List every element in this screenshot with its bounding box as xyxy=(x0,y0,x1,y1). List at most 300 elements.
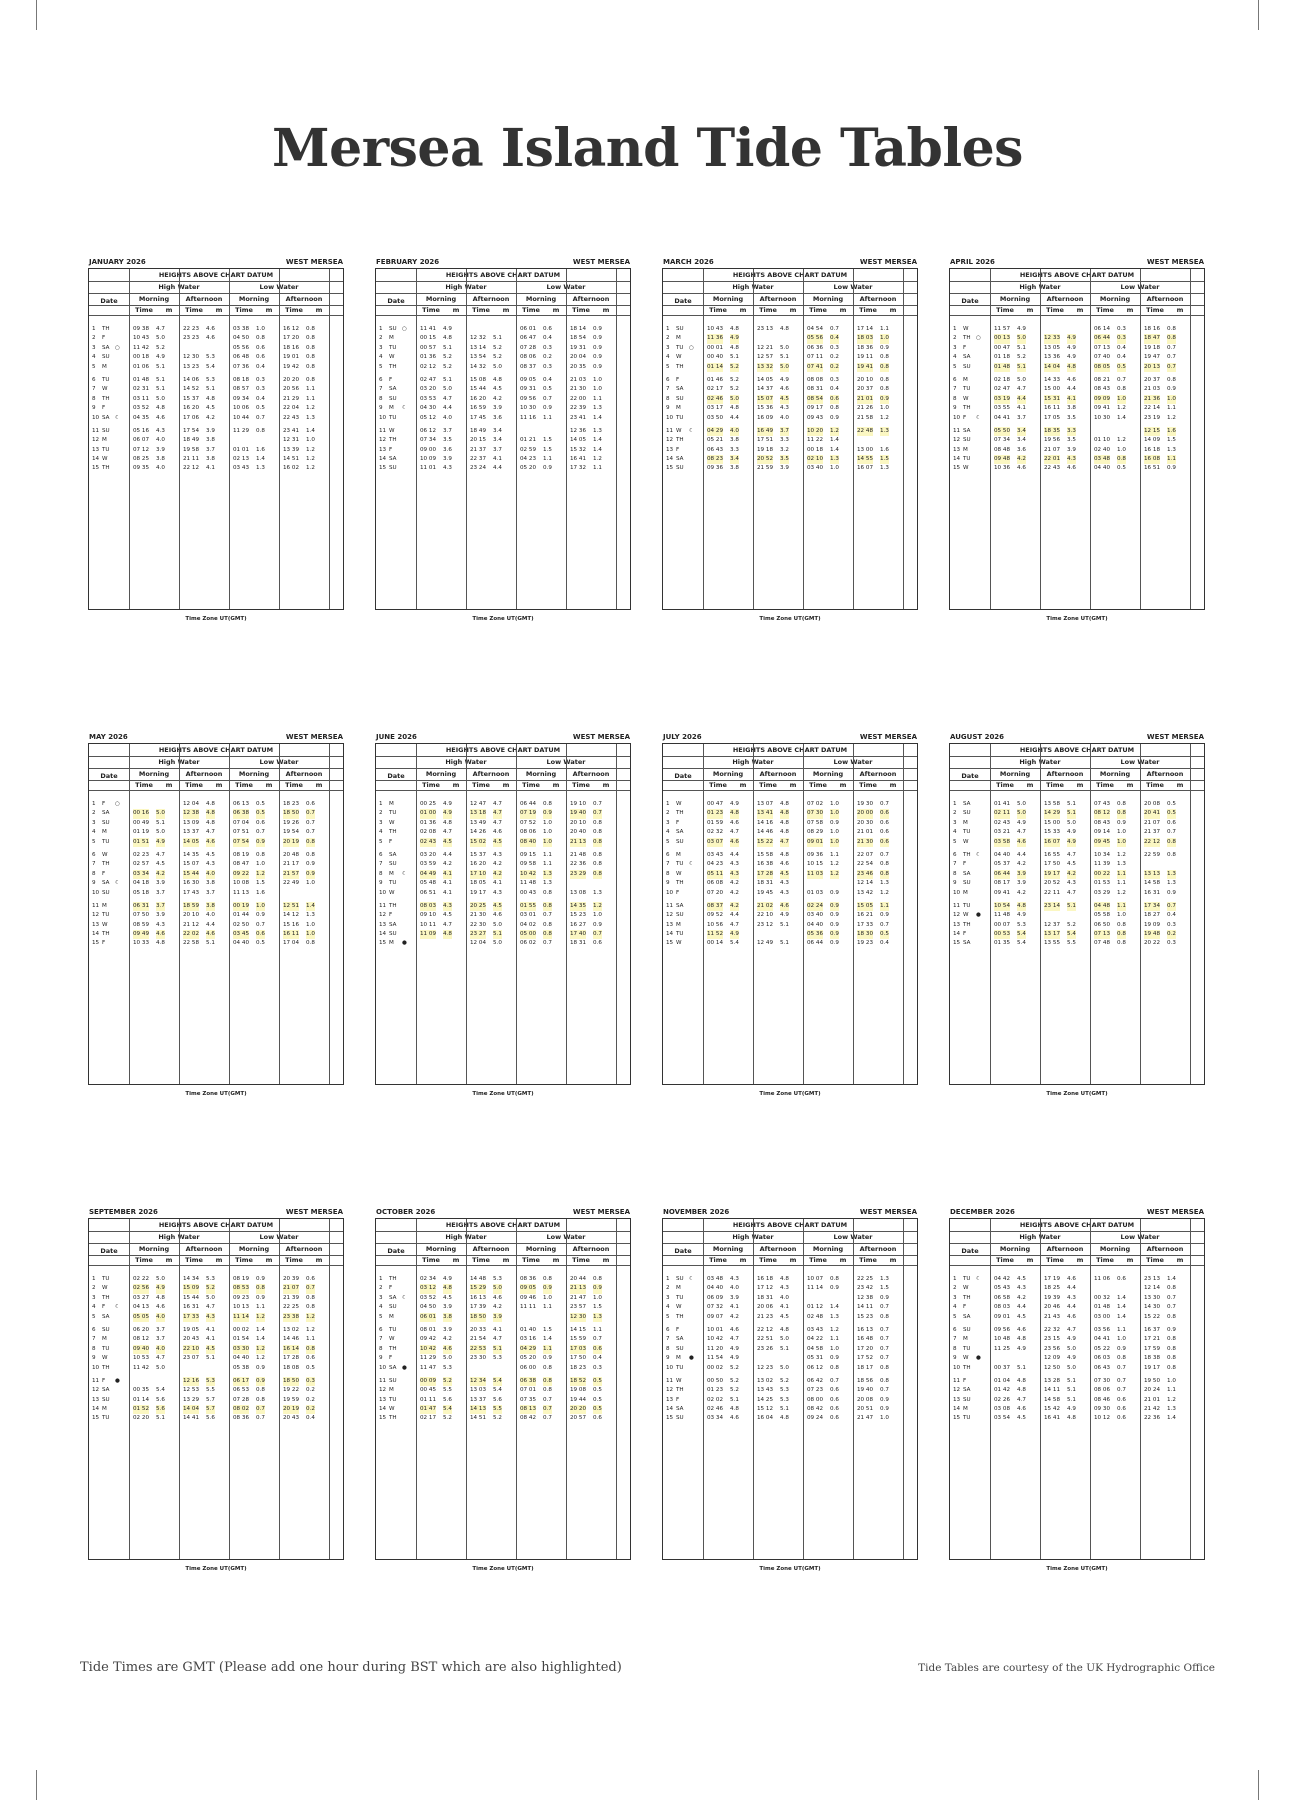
day-of-week: SU xyxy=(102,427,110,434)
hw-afternoon-height: 4.1 xyxy=(493,456,502,463)
metres-heading: m xyxy=(839,306,847,314)
session-heading: Morning xyxy=(999,1245,1031,1253)
day-of-week: F xyxy=(676,819,680,826)
day-number: 5 xyxy=(666,363,670,370)
lw-afternoon-time: 21 48 xyxy=(570,851,587,858)
hw-morning-height: 3.9 xyxy=(156,912,165,919)
hw-morning-height: 5.2 xyxy=(730,363,739,372)
hw-morning-height: 4.9 xyxy=(443,809,452,818)
hw-afternoon-time: 15 37 xyxy=(183,395,200,402)
lw-afternoon-time: 21 03 xyxy=(570,376,587,383)
moon-phase: ☾ xyxy=(976,414,982,421)
tide-row xyxy=(950,860,1204,869)
lw-morning-height: 0.4 xyxy=(1117,344,1126,351)
hw-afternoon-time: 14 51 xyxy=(470,1415,487,1422)
hw-afternoon-time: 22 30 xyxy=(470,921,487,928)
lw-afternoon-height: 0.8 xyxy=(306,335,315,342)
session-heading: Afternoon xyxy=(859,295,897,303)
lw-morning-time: 10 20 xyxy=(807,427,823,436)
lw-afternoon-height: 0.7 xyxy=(880,1326,889,1333)
lw-afternoon-time: 20 10 xyxy=(857,376,874,383)
hw-afternoon-time: 13 05 xyxy=(1044,344,1061,351)
metres-heading: m xyxy=(552,306,560,314)
hw-morning-time: 05 12 xyxy=(420,414,437,421)
tide-row xyxy=(950,334,1204,343)
hw-morning-height: 4.0 xyxy=(156,465,165,472)
day-number: 9 xyxy=(92,405,96,412)
lw-afternoon-height: 1.2 xyxy=(593,902,602,911)
hw-afternoon-height: 5.4 xyxy=(493,1377,502,1386)
lw-afternoon-height: 0.7 xyxy=(880,801,889,807)
lw-morning-time: 05 58 xyxy=(1094,912,1111,919)
metres-heading: m xyxy=(315,781,323,789)
day-of-week: TU xyxy=(389,1326,397,1333)
rule xyxy=(89,1231,343,1232)
hw-morning-height: 4.9 xyxy=(156,1284,165,1293)
hw-afternoon-time: 20 46 xyxy=(1044,1304,1061,1311)
day-number: 11 xyxy=(379,902,387,909)
day-number: 10 xyxy=(92,1364,100,1371)
hw-afternoon-time: 18 49 xyxy=(183,437,200,444)
lw-afternoon-height: 1.3 xyxy=(880,1276,889,1282)
hw-morning-height: 4.1 xyxy=(1017,405,1026,412)
location-label: WEST MERSEA xyxy=(1146,258,1204,266)
hw-morning-time: 00 49 xyxy=(133,819,150,826)
metres-heading: m xyxy=(602,781,610,789)
lw-morning-height: 0.8 xyxy=(256,335,265,342)
time-heading: Time xyxy=(285,306,303,314)
day-of-week: SU xyxy=(676,465,684,472)
hw-morning-height: 3.3 xyxy=(730,446,739,453)
timezone-note: Time Zone UT(GMT) xyxy=(759,1566,821,1572)
metres-heading: m xyxy=(315,306,323,314)
tide-row xyxy=(89,1284,343,1293)
hw-morning-height: 5.4 xyxy=(1017,940,1026,947)
day-number: 12 xyxy=(379,437,387,444)
hw-afternoon-height: 3.5 xyxy=(1067,437,1076,444)
hw-afternoon-time: 22 53 xyxy=(470,1345,486,1354)
day-of-week: F xyxy=(963,344,967,351)
hw-afternoon-time: 15 07 xyxy=(183,861,200,868)
day-of-week: SA xyxy=(102,1313,110,1320)
lw-afternoon-height: 0.4 xyxy=(593,1355,602,1362)
lw-afternoon-height: 1.0 xyxy=(306,921,315,928)
lw-morning-time: 06 50 xyxy=(1094,921,1111,928)
lw-afternoon-time: 16 27 xyxy=(570,921,587,928)
lw-morning-height: 1.4 xyxy=(256,1336,265,1343)
hw-afternoon-height: 5.1 xyxy=(493,335,502,342)
lw-afternoon-time: 21 17 xyxy=(283,861,300,868)
lw-afternoon-height: 1.2 xyxy=(306,405,315,412)
day-number: 2 xyxy=(666,1285,670,1292)
hw-morning-time: 01 48 xyxy=(133,376,150,383)
tide-row xyxy=(663,1405,917,1414)
day-of-week: TH xyxy=(963,335,971,342)
hw-morning-height: 4.6 xyxy=(1017,1326,1026,1333)
hw-morning-time: 08 23 xyxy=(707,455,723,464)
lw-afternoon-height: 0.9 xyxy=(306,861,315,868)
lw-afternoon-height: 0.8 xyxy=(593,861,602,868)
lw-morning-time: 04 40 xyxy=(807,921,824,928)
tide-rows xyxy=(950,1275,1204,1424)
lw-morning-time: 08 54 xyxy=(807,395,823,404)
lw-afternoon-time: 17 20 xyxy=(283,335,300,342)
hw-morning-time: 03 08 xyxy=(994,1406,1011,1413)
lw-afternoon-time: 20 35 xyxy=(570,363,587,370)
lw-morning-height: 0.8 xyxy=(543,902,552,911)
lw-morning-time: 08 40 xyxy=(520,838,536,847)
hw-afternoon-height: 5.0 xyxy=(1067,1364,1076,1371)
lw-afternoon-height: 1.0 xyxy=(593,386,602,393)
lw-morning-height: 0.2 xyxy=(830,363,839,372)
day-of-week: W xyxy=(963,838,969,845)
hw-afternoon-height: 4.5 xyxy=(206,1345,215,1354)
high-water-heading: High Water xyxy=(1019,1233,1061,1241)
day-of-week: TH xyxy=(102,465,110,472)
hw-afternoon-time: 15 07 xyxy=(757,395,773,404)
lw-afternoon-height: 1.0 xyxy=(593,376,602,383)
hw-morning-height: 4.4 xyxy=(1017,395,1026,404)
hw-afternoon-height: 4.7 xyxy=(1067,851,1076,858)
lw-morning-height: 0.5 xyxy=(256,809,265,818)
month-table xyxy=(662,733,918,1105)
day-of-week: SA xyxy=(102,880,110,887)
hw-morning-time: 00 25 xyxy=(420,801,437,807)
tide-row xyxy=(89,1345,343,1354)
lw-afternoon-height: 0.9 xyxy=(593,921,602,928)
day-number: 8 xyxy=(953,870,957,877)
lw-afternoon-height: 1.0 xyxy=(880,405,889,412)
datum-heading: HEIGHTS ABOVE CHART DATUM xyxy=(158,746,274,754)
day-of-week: F xyxy=(676,889,680,896)
lw-afternoon-height: 0.8 xyxy=(880,861,889,868)
lw-afternoon-height: 1.1 xyxy=(593,395,602,402)
lw-morning-time: 05 38 xyxy=(233,1364,250,1371)
tide-row xyxy=(663,436,917,445)
hw-morning-time: 08 48 xyxy=(994,446,1011,453)
time-heading: Time xyxy=(996,306,1014,314)
day-of-week: SA xyxy=(676,829,684,836)
lw-morning-height: 1.3 xyxy=(543,870,552,879)
day-of-week: TU xyxy=(963,902,971,909)
location-label: WEST MERSEA xyxy=(1146,1208,1204,1216)
hw-morning-height: 5.2 xyxy=(443,363,452,370)
lw-morning-height: 1.2 xyxy=(830,427,839,436)
hw-morning-height: 5.0 xyxy=(156,809,165,818)
day-of-week: TH xyxy=(963,851,971,858)
tide-row xyxy=(89,889,343,898)
hw-morning-time: 02 43 xyxy=(994,819,1011,826)
hw-morning-time: 05 37 xyxy=(994,861,1011,868)
hw-afternoon-time: 14 48 xyxy=(470,1276,487,1282)
hw-afternoon-time: 13 49 xyxy=(470,819,487,826)
hw-afternoon-height: 4.6 xyxy=(493,912,502,919)
lw-morning-time: 09 56 xyxy=(520,395,537,402)
hw-morning-time: 10 42 xyxy=(707,1336,724,1343)
lw-morning-time: 05 36 xyxy=(807,930,823,939)
hw-morning-height: 3.4 xyxy=(1017,437,1026,444)
time-heading: Time xyxy=(422,306,440,314)
day-of-week: W xyxy=(676,427,682,434)
hw-afternoon-height: 4.9 xyxy=(1067,354,1076,361)
lw-afternoon-height: 0.7 xyxy=(306,1284,315,1293)
hw-afternoon-time: 12 47 xyxy=(470,801,487,807)
lw-afternoon-height: 0.8 xyxy=(306,344,315,351)
hw-morning-time: 03 20 xyxy=(420,386,437,393)
hw-afternoon-time: 14 13 xyxy=(470,1405,486,1414)
day-of-week: SU xyxy=(389,326,397,332)
session-heading: Morning xyxy=(712,1245,744,1253)
lw-morning-height: 0.7 xyxy=(1117,376,1126,383)
day-number: 14 xyxy=(379,1406,387,1413)
lw-morning-time: 10 06 xyxy=(233,405,250,412)
hw-afternoon-height: 5.0 xyxy=(780,1364,789,1371)
lw-morning-height: 1.1 xyxy=(1117,870,1126,879)
hw-morning-height: 5.6 xyxy=(156,1405,165,1414)
hw-afternoon-height: 5.2 xyxy=(206,1284,215,1293)
hw-morning-height: 5.4 xyxy=(156,1387,165,1394)
hw-morning-time: 04 40 xyxy=(707,1285,724,1292)
day-number: 12 xyxy=(666,1387,674,1394)
hw-afternoon-time: 18 49 xyxy=(470,427,487,434)
lw-morning-time: 07 02 xyxy=(807,801,824,807)
hw-morning-height: 4.2 xyxy=(730,889,739,896)
tide-row xyxy=(950,344,1204,353)
day-of-week: TU xyxy=(102,376,110,383)
tide-row xyxy=(663,1354,917,1363)
day-number: 1 xyxy=(92,801,96,807)
tide-rows xyxy=(950,325,1204,474)
lw-morning-height: 0.6 xyxy=(256,344,265,351)
tide-row xyxy=(376,404,630,413)
hw-morning-time: 07 32 xyxy=(707,1304,724,1311)
day-of-week: SU xyxy=(102,819,110,826)
lw-afternoon-height: 0.7 xyxy=(1167,354,1176,361)
tide-row xyxy=(950,889,1204,898)
day-number: 5 xyxy=(92,838,96,845)
hw-morning-height: 3.9 xyxy=(156,446,165,453)
hw-afternoon-height: 4.6 xyxy=(493,1294,502,1301)
hw-afternoon-height: 3.7 xyxy=(493,446,502,453)
day-number: 9 xyxy=(953,405,957,412)
day-number: 8 xyxy=(92,1345,96,1352)
day-number: 15 xyxy=(666,465,674,472)
hw-afternoon-time: 13 54 xyxy=(470,354,487,361)
tide-row xyxy=(376,819,630,828)
day-of-week: M xyxy=(963,1336,968,1343)
lw-afternoon-height: 1.2 xyxy=(306,446,315,453)
lw-afternoon-height: 1.2 xyxy=(306,1313,315,1322)
tide-row xyxy=(663,809,917,818)
lw-morning-time: 09 41 xyxy=(1094,405,1111,412)
lw-afternoon-time: 17 59 xyxy=(1144,1345,1161,1352)
day-number: 6 xyxy=(666,1326,670,1333)
hw-afternoon-height: 3.6 xyxy=(493,414,502,421)
time-heading: Time xyxy=(759,306,777,314)
date-heading: Date xyxy=(674,297,692,305)
hw-afternoon-time: 13 37 xyxy=(183,829,200,836)
hw-morning-height: 3.4 xyxy=(730,455,739,464)
metres-heading: m xyxy=(1026,1256,1034,1264)
high-water-heading: High Water xyxy=(732,758,774,766)
tide-row xyxy=(376,1364,630,1373)
day-of-week: F xyxy=(676,1326,680,1333)
metres-heading: m xyxy=(1126,781,1134,789)
hw-morning-time: 01 18 xyxy=(994,354,1011,361)
lw-afternoon-height: 1.1 xyxy=(1167,405,1176,412)
lw-morning-height: 0.2 xyxy=(543,354,552,361)
lw-afternoon-time: 19 22 xyxy=(283,1387,300,1394)
location-label: WEST MERSEA xyxy=(859,733,917,741)
lw-morning-time: 06 38 xyxy=(520,1377,536,1386)
lw-morning-height: 1.2 xyxy=(256,870,265,879)
tide-rows xyxy=(950,800,1204,949)
day-of-week: TH xyxy=(389,363,397,370)
day-of-week: M xyxy=(389,1313,394,1320)
hw-morning-height: 4.7 xyxy=(443,829,452,836)
lw-afternoon-time: 14 46 xyxy=(283,1336,300,1343)
hw-morning-time: 03 53 xyxy=(420,395,437,402)
day-of-week: TU xyxy=(676,861,684,868)
metres-heading: m xyxy=(452,306,460,314)
time-heading: Time xyxy=(235,1256,253,1264)
day-of-week: SU xyxy=(389,931,397,938)
day-number: 5 xyxy=(953,838,957,845)
hw-morning-time: 06 51 xyxy=(420,889,437,896)
hw-morning-height: 4.4 xyxy=(730,912,739,919)
lw-morning-height: 1.2 xyxy=(830,1326,839,1333)
tide-row xyxy=(663,902,917,911)
hw-morning-time: 00 53 xyxy=(994,930,1010,939)
hw-afternoon-height: 4.9 xyxy=(1067,344,1076,351)
lw-morning-height: 0.7 xyxy=(543,395,552,402)
day-of-week: SA xyxy=(963,1387,971,1394)
hw-afternoon-time: 18 31 xyxy=(757,880,774,887)
hw-morning-height: 5.1 xyxy=(156,386,165,393)
hw-afternoon-time: 16 20 xyxy=(470,395,487,402)
lw-morning-time: 10 07 xyxy=(807,1276,824,1282)
hw-afternoon-height: 5.1 xyxy=(493,1345,502,1354)
hw-afternoon-time: 22 12 xyxy=(183,465,200,472)
lw-afternoon-height: 1.3 xyxy=(306,912,315,919)
day-of-week: M xyxy=(389,1387,394,1394)
day-of-week: SA xyxy=(963,354,971,361)
lw-morning-height: 0.8 xyxy=(543,1377,552,1386)
hw-afternoon-height: 5.3 xyxy=(780,1387,789,1394)
day-of-week: SU xyxy=(963,363,971,370)
hw-morning-height: 4.9 xyxy=(730,930,739,939)
hw-morning-time: 05 16 xyxy=(133,427,150,434)
hw-afternoon-height: 4.8 xyxy=(780,851,789,858)
lw-morning-time: 02 50 xyxy=(233,921,250,928)
timezone-note: Time Zone UT(GMT) xyxy=(1046,1091,1108,1097)
hw-morning-time: 04 29 xyxy=(707,427,723,436)
day-of-week: SU xyxy=(389,861,397,868)
lw-morning-time: 08 13 xyxy=(520,1405,536,1414)
day-number: 3 xyxy=(379,1294,383,1301)
hw-afternoon-time: 19 56 xyxy=(1044,437,1061,444)
lw-morning-time: 01 44 xyxy=(233,912,250,919)
day-of-week: TU xyxy=(963,386,971,393)
hw-morning-height: 5.0 xyxy=(156,829,165,836)
time-heading: Time xyxy=(422,781,440,789)
tide-row xyxy=(950,902,1204,911)
time-heading: Time xyxy=(996,781,1014,789)
lw-morning-height: 0.8 xyxy=(1117,940,1126,947)
lw-afternoon-height: 0.5 xyxy=(593,1377,602,1386)
day-number: 8 xyxy=(379,870,383,877)
lw-morning-time: 08 36 xyxy=(233,1415,250,1422)
lw-afternoon-time: 12 15 xyxy=(1144,427,1160,436)
lw-morning-height: 1.0 xyxy=(543,1294,552,1301)
date-heading: Date xyxy=(961,1247,979,1255)
hw-morning-height: 4.8 xyxy=(1017,1377,1026,1384)
lw-morning-time: 08 43 xyxy=(1094,386,1111,393)
hw-afternoon-height: 4.7 xyxy=(1067,1326,1076,1333)
lw-morning-height: 0.2 xyxy=(830,354,839,361)
lw-morning-height: 0.9 xyxy=(256,912,265,919)
lw-morning-height: 1.1 xyxy=(543,1304,552,1311)
lw-afternoon-time: 19 30 xyxy=(857,801,874,807)
lw-afternoon-height: 0.8 xyxy=(1167,376,1176,383)
day-number: 3 xyxy=(953,344,957,351)
tide-row xyxy=(663,1414,917,1423)
date-heading: Date xyxy=(674,772,692,780)
tide-row xyxy=(663,1386,917,1395)
tide-row xyxy=(663,860,917,869)
lw-morning-time: 00 19 xyxy=(233,902,249,911)
hw-afternoon-time: 22 43 xyxy=(1044,465,1061,472)
lw-afternoon-height: 0.8 xyxy=(593,851,602,858)
hw-afternoon-time: 21 54 xyxy=(470,1336,487,1343)
lw-afternoon-time: 18 27 xyxy=(1144,912,1161,919)
hw-morning-height: 5.0 xyxy=(1017,334,1026,343)
metres-heading: m xyxy=(839,781,847,789)
tide-row xyxy=(663,1326,917,1335)
hw-morning-time: 03 11 xyxy=(133,395,150,402)
lw-morning-height: 1.1 xyxy=(543,851,552,858)
hw-afternoon-time: 13 17 xyxy=(1044,930,1060,939)
hw-afternoon-time: 13 07 xyxy=(757,801,774,807)
hw-morning-time: 09 00 xyxy=(420,446,437,453)
hw-morning-height: 4.8 xyxy=(156,1294,165,1301)
day-of-week: SA xyxy=(676,1406,684,1413)
day-of-week: SA xyxy=(963,427,971,434)
hw-afternoon-height: 5.4 xyxy=(1067,930,1076,939)
tide-row xyxy=(950,446,1204,455)
lw-afternoon-height: 1.3 xyxy=(593,427,602,434)
lw-afternoon-time: 18 08 xyxy=(283,1364,300,1371)
lw-morning-height: 1.0 xyxy=(830,1345,839,1352)
lw-afternoon-time: 19 09 xyxy=(1144,921,1161,928)
hw-morning-time: 00 02 xyxy=(707,1364,724,1371)
session-heading: Morning xyxy=(425,1245,457,1253)
hw-afternoon-time: 21 37 xyxy=(470,446,487,453)
lw-afternoon-height: 0.4 xyxy=(1167,912,1176,919)
lw-morning-height: 0.5 xyxy=(1117,465,1126,472)
hw-morning-time: 08 03 xyxy=(420,902,436,911)
day-number: 8 xyxy=(379,395,383,402)
timezone-note: Time Zone UT(GMT) xyxy=(1046,616,1108,622)
metres-heading: m xyxy=(265,781,273,789)
timezone-note: Time Zone UT(GMT) xyxy=(1046,1566,1108,1572)
hw-morning-time: 05 21 xyxy=(707,437,724,444)
lw-morning-height: 1.4 xyxy=(1117,1294,1126,1301)
lw-afternoon-height: 1.2 xyxy=(880,414,889,421)
hw-afternoon-time: 12 57 xyxy=(757,354,774,361)
hw-afternoon-time: 13 09 xyxy=(183,819,200,826)
tide-row xyxy=(950,1377,1204,1386)
